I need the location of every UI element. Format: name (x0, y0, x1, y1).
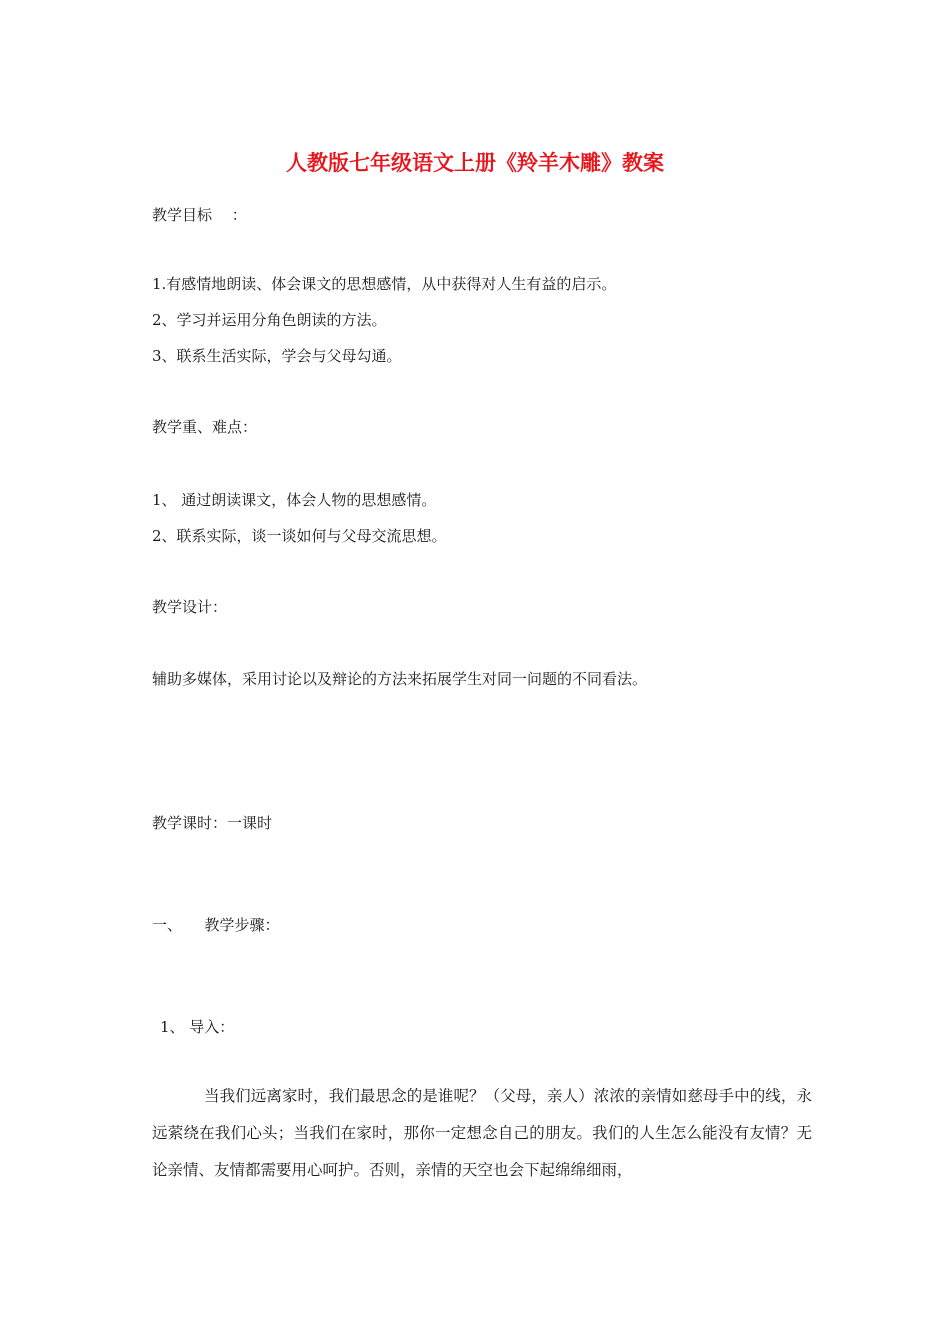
document-title: 人教版七年级语文上册《羚羊木雕》教案 (286, 150, 664, 175)
intro-paragraph: 当我们远离家时，我们最思念的是谁呢？（父母，亲人）浓浓的亲情如慈母手中的线，永远萦绕在我们心头；当我们在家时，那你一定想念自己的朋友。我们的人生怎么能没有友情？无论亲情、友情都需要用心呵护。否则，亲情的天空也会下起绵绵细雨， (152, 1087, 812, 1179)
steps-heading: 一、 教学步骤： (152, 916, 280, 934)
key-point-item: 1、 通过朗读课文，体会人物的思想感情。 (152, 491, 437, 509)
key-point-item: 2、联系实际，谈一谈如何与父母交流思想。 (152, 527, 447, 545)
design-heading: 教学设计： (152, 598, 228, 616)
objective-item: 3、联系生活实际，学会与父母勾通。 (152, 347, 402, 365)
class-hours: 教学课时：一课时 (152, 814, 273, 832)
key-points-heading: 教学重、难点： (152, 418, 258, 436)
objective-item: 1.有感情地朗读、体会课文的思想感情，从中获得对人生有益的启示。 (152, 275, 617, 293)
step-1-heading: 1、 导入： (160, 1018, 235, 1036)
objective-item: 2、学习并运用分角色朗读的方法。 (152, 311, 387, 329)
objectives-heading: 教学目标 ： (152, 206, 247, 224)
design-text: 辅助多媒体，采用讨论以及辩论的方法来拓展学生对同一问题的不同看法。 (152, 670, 648, 688)
